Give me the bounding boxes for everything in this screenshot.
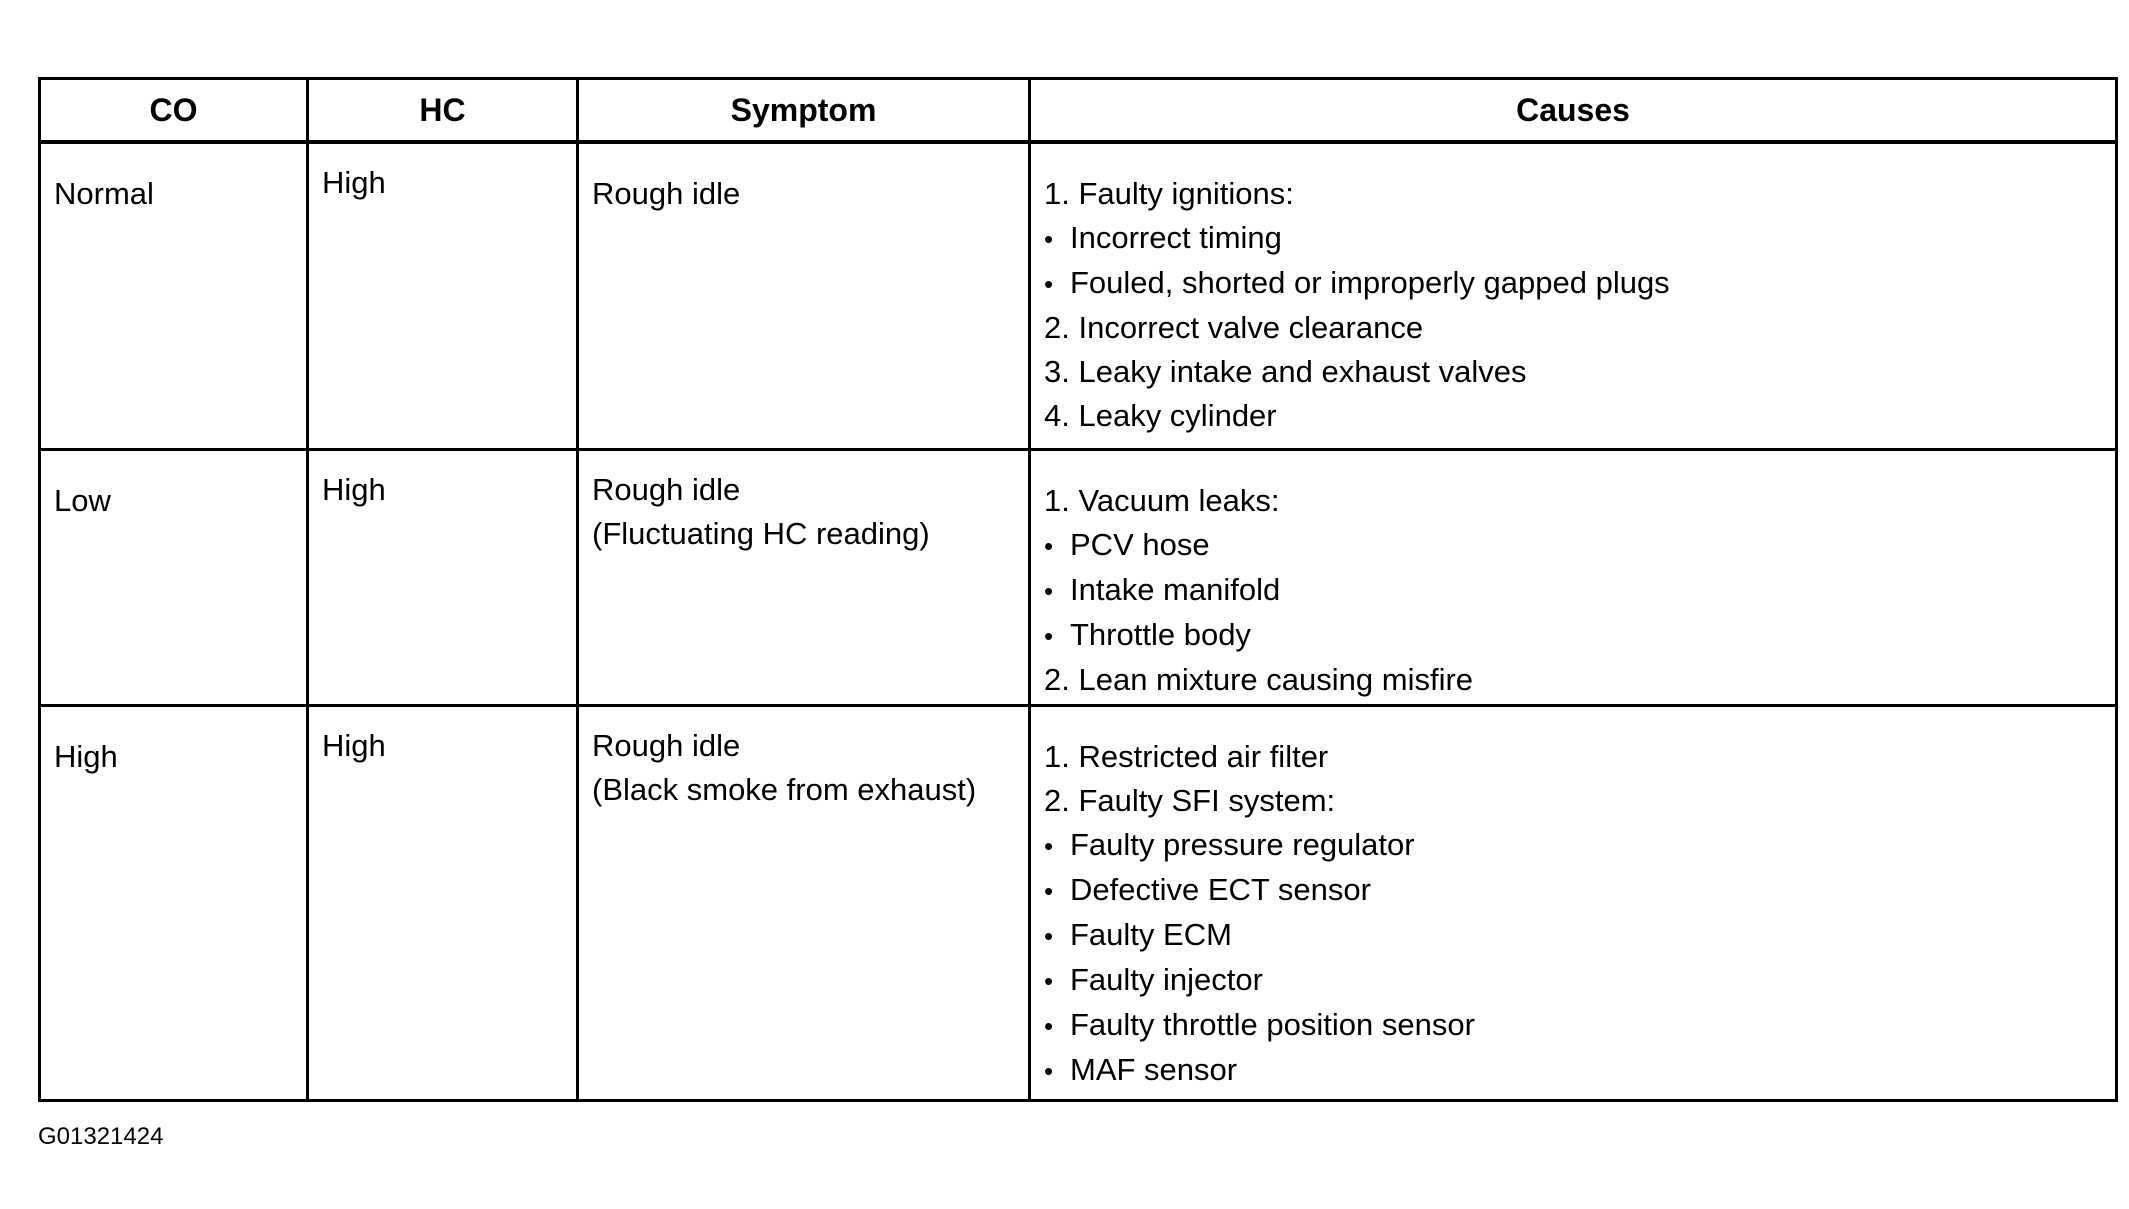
- header-hc: HC: [308, 79, 578, 143]
- hc-value: High: [322, 471, 386, 507]
- bullet-icon: •: [1044, 575, 1054, 606]
- cause-text: 4. Leaky cylinder: [1044, 398, 1277, 433]
- cause-item: [1044, 394, 2105, 438]
- cause-item: [1044, 1003, 2105, 1048]
- cause-item: [1044, 868, 2105, 913]
- cause-text: Intake manifold: [1070, 571, 1281, 607]
- bullet-icon: •: [1044, 269, 1054, 299]
- cause-item: [1044, 735, 2105, 779]
- cause-text: 1. Vacuum leaks:: [1044, 482, 1280, 518]
- table-header-row: [40, 79, 2117, 143]
- figure-id: G01321424: [38, 1123, 164, 1150]
- bullet-icon: •: [1044, 966, 1054, 997]
- cause-text: 3. Leaky intake and exhaust valves: [1044, 354, 1527, 389]
- cause-text: 2. Lean mixture causing misfire: [1044, 661, 1474, 697]
- cause-text: 1. Restricted air filter: [1044, 739, 1329, 775]
- symptom-cell: [578, 706, 1030, 1101]
- header-symptom: Symptom: [578, 79, 1030, 143]
- cause-item: [1044, 823, 2105, 868]
- bullet-icon: •: [1044, 876, 1054, 907]
- table-row: [40, 706, 2117, 1101]
- cause-item: [1044, 958, 2105, 1003]
- cause-text: Fouled, shorted or improperly gapped plugs: [1070, 265, 1670, 300]
- table-row: [40, 449, 2117, 705]
- cause-text: Faulty pressure regulator: [1070, 827, 1415, 863]
- diagnosis-table: [38, 77, 2118, 1102]
- symptom-line: Rough idle: [592, 176, 741, 211]
- hc-cell: [308, 706, 578, 1101]
- cause-text: Throttle body: [1070, 616, 1251, 652]
- cause-item: [1044, 479, 2105, 523]
- causes-cell: [1030, 142, 2117, 449]
- symptom-value: [579, 451, 1028, 556]
- co-cell: [40, 142, 308, 449]
- cause-item: [1044, 779, 2105, 823]
- symptom-value: [579, 707, 1028, 812]
- co-value: Low: [54, 482, 111, 518]
- symptom-line: (Black smoke from exhaust): [592, 772, 977, 808]
- cause-text: 1. Faulty ignitions:: [1044, 176, 1294, 211]
- cause-item: [1044, 613, 2105, 658]
- causes-cell: [1030, 449, 2117, 705]
- bullet-icon: •: [1044, 1011, 1054, 1042]
- cause-text: Incorrect timing: [1070, 220, 1282, 255]
- symptom-line: Rough idle: [592, 471, 741, 507]
- bullet-icon: •: [1044, 831, 1054, 862]
- cause-text: 2. Incorrect valve clearance: [1044, 310, 1424, 345]
- symptom-cell: [578, 449, 1030, 705]
- bullet-icon: •: [1044, 1056, 1054, 1087]
- cause-item: [1044, 350, 2105, 394]
- cause-text: Faulty ECM: [1070, 917, 1232, 953]
- table-row: [40, 142, 2117, 449]
- co-value: Normal: [54, 176, 154, 211]
- header-causes: Causes: [1030, 79, 2117, 143]
- hc-value: High: [322, 165, 386, 200]
- symptom-value: [579, 144, 1028, 216]
- cause-text: Faulty throttle position sensor: [1070, 1007, 1475, 1043]
- symptom-cell: [578, 142, 1030, 449]
- hc-cell: [308, 449, 578, 705]
- bullet-icon: •: [1044, 921, 1054, 952]
- co-cell: [40, 706, 308, 1101]
- hc-value: High: [322, 728, 386, 764]
- co-value: High: [54, 739, 118, 775]
- cause-item: [1044, 261, 2105, 306]
- cause-item: [1044, 216, 2105, 261]
- cause-item: [1044, 913, 2105, 958]
- symptom-line: Rough idle: [592, 728, 741, 764]
- bullet-icon: •: [1044, 530, 1054, 561]
- cause-item: [1044, 523, 2105, 568]
- bullet-icon: •: [1044, 620, 1054, 651]
- causes-list: [1031, 144, 2115, 438]
- header-co: CO: [40, 79, 308, 143]
- cause-item: [1044, 1048, 2105, 1093]
- cause-item: [1044, 172, 2105, 216]
- causes-list: [1031, 451, 2115, 702]
- cause-text: MAF sensor: [1070, 1052, 1238, 1088]
- hc-cell: [308, 142, 578, 449]
- causes-list: [1031, 707, 2115, 1093]
- cause-text: Faulty injector: [1070, 962, 1263, 998]
- cause-text: Defective ECT sensor: [1070, 872, 1371, 908]
- cause-text: PCV hose: [1070, 526, 1210, 562]
- cause-item: [1044, 568, 2105, 613]
- cause-item: [1044, 658, 2105, 702]
- bullet-icon: •: [1044, 224, 1054, 254]
- cause-item: [1044, 306, 2105, 350]
- causes-cell: [1030, 706, 2117, 1101]
- symptom-line: (Fluctuating HC reading): [592, 515, 930, 551]
- co-cell: [40, 449, 308, 705]
- cause-text: 2. Faulty SFI system:: [1044, 783, 1336, 819]
